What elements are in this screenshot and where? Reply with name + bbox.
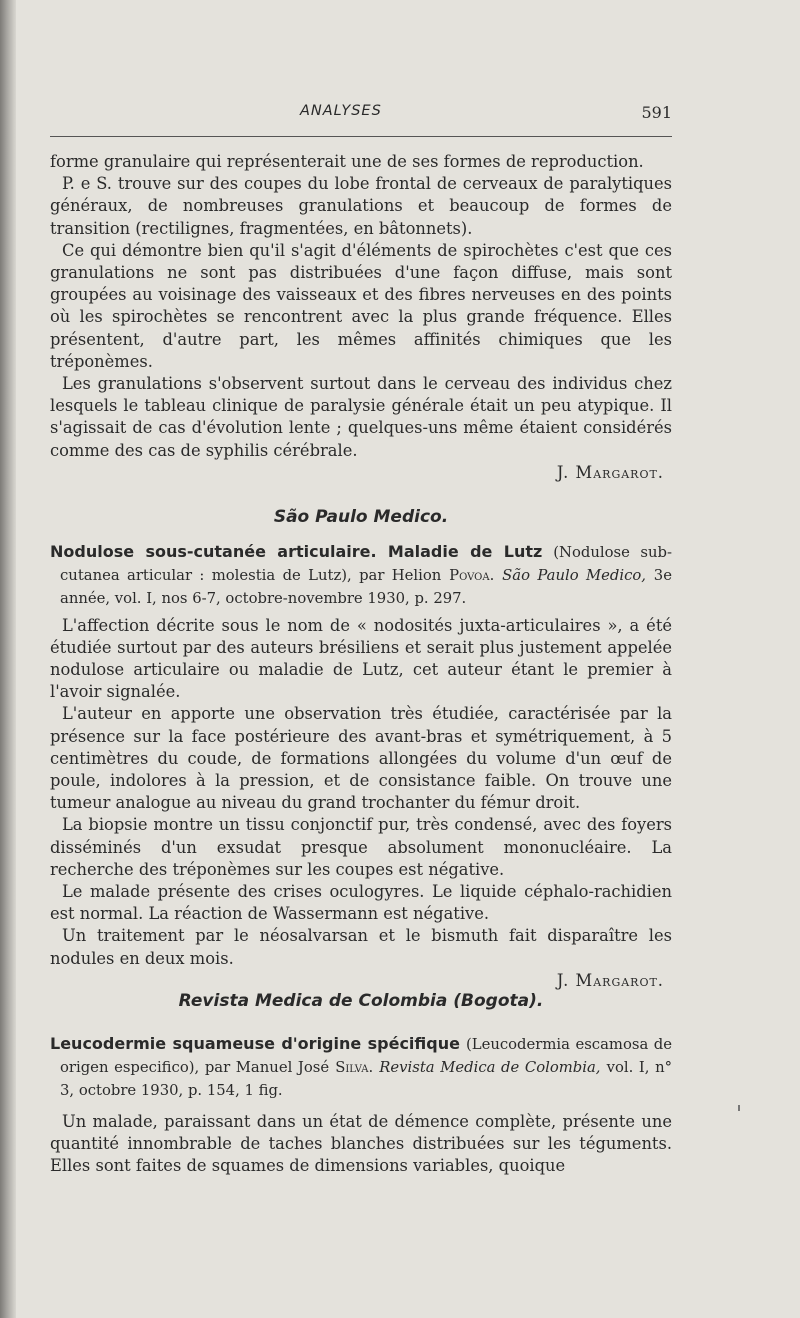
signature-name: Margarot. [575,462,664,482]
signature-name: Margarot. [575,970,664,990]
entry-author: Silva. [335,1059,374,1077]
paragraph: Un traitement par le néosalvarsan et le bismuth fait disparaître les nodules en deux mois. [50,926,672,968]
section-title: São Paulo Medico. [273,507,449,527]
entry-journal: Revista Medica de Colombia, [379,1059,601,1077]
paragraph: forme granulaire qui représenterait une de ses formes de reproduction. [50,152,644,171]
entry-heading: Leucodermie squameuse d'origine spécifique [50,1034,460,1053]
margin-mark [738,1105,740,1111]
running-title: ANALYSES [300,103,382,119]
paragraph: Le malade présente des crises oculogyres. Le liquide céphalo-rachidien est normal. La réaction de Wassermann est négative. [50,882,672,924]
book-spine-shadow [0,0,16,1318]
entry-reference: (Leucodermia escamosa de origen especifico), par Manuel José [60,1036,673,1077]
entry-reference: 3e année, vol. I, nos 6-7, octobre-novembre 1930, p. 297. [60,567,672,608]
paragraph: Un malade, paraissant dans un état de démence complète, présente une quantité innombrable de taches blanches distribuées sur les téguments. Elles sont faites de squames de dimensions variables, quoique [50,1111,672,1176]
entry-author: Povoa. [449,567,495,585]
signature [50,970,672,992]
entry-reference: (Nodulose sub-cutanea articular : molestia de Lutz), par Helion [60,544,672,585]
paragraph: L'auteur en apporte une observation très étudiée, caractérisée par la présence sur la face postérieure des avant-bras et symétriquement, à 5 centimètres du coude, de formations allongées du volume d'un œuf de poule, indolores à la pression, et de consistance faible. On trouve une tumeur analogue au niveau du grand trochanter du fémur droit. [50,704,672,813]
intro-text [50,151,672,484]
page-number: 591 [641,103,672,122]
paragraph: La biopsie montre un tissu conjonctif pur, très condensé, avec des foyers disséminés d'un exsudat presque absolument mononucléaire. La recherche des tréponèmes sur les coupes est négative. [50,815,672,879]
paragraph: P. e S. trouve sur des coupes du lobe frontal de cerveaux de paralytiques généraux, de nombreuses granulations et beaucoup de formes de transition (rectilignes, fragmentées, en bâtonnets). [50,174,672,238]
header-rule [50,136,672,137]
paragraph: Les granulations s'observent surtout dans le cerveau des individus chez lesquels le tableau clinique de paralysie générale était un peu atypique. Il s'agissait de cas d'évolution lente ; quelques-uns même étaient considérés comme des cas de syphilis cérébrale. [50,374,672,460]
section2-body [50,1033,672,1177]
paragraph: L'affection décrite sous le nom de « nodosités juxta-articulaires », a été étudiée surtout par des auteurs brésiliens et serait plus justement appelée nodulose articulaire ou maladie de Lutz, cet auteur étant le premier à l'avoir signalée. [50,615,672,702]
section-title: Revista Medica de Colombia (Bogota). [178,991,544,1011]
bibliographic-entry [50,541,672,611]
entry-reference: vol. I, n° 3, octobre 1930, p. 154, 1 fig. [60,1059,672,1100]
section1-body [50,541,672,992]
paragraph: Ce qui démontre bien qu'il s'agit d'éléments de spirochètes c'est que ces granulations ne sont pas distribuées d'une façon diffuse, mais sont groupées au voisinage des vaisseaux et des fibres nerveuses en des points où les spirochètes se rencontrent avec la plus grande fréquence. Elles présentent, d'autre part, les mêmes affinités chimiques que les tréponèmes. [50,240,672,371]
signature [50,462,672,484]
entry-journal: São Paulo Medico, [502,567,646,585]
signature-initial: J. [556,462,570,482]
bibliographic-entry [50,1033,672,1103]
signature-initial: J. [556,970,570,990]
entry-heading: Nodulose sous-cutanée articulaire. Maladie de Lutz [50,542,543,561]
running-header [50,100,672,124]
